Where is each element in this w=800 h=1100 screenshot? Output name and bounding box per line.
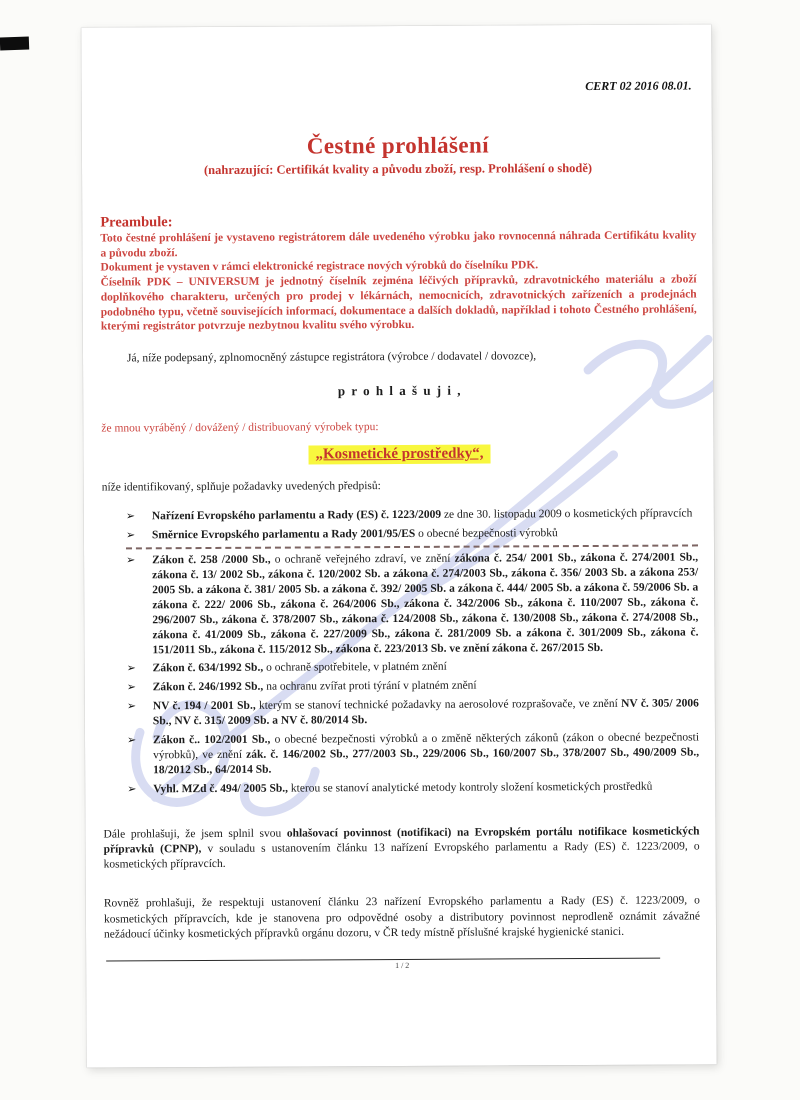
preamble-heading: Preambule: [100,214,173,231]
compliance-lead: níže identifikovaný, splňuje požadavky uvedených předpisů: [101,480,381,494]
doc-code: CERT 02 2016 08.01. [585,78,692,94]
regulation-text: Zákon č. 634/1992 Sb., o ochraně spotřebitele, v platném znění [152,661,447,675]
footer-page-note: 1 / 2 [395,960,410,971]
regulation-list [102,506,699,797]
regulation-item [126,506,698,524]
product-name-highlight: „Kosmetické prostředky“, [308,445,490,465]
arrow-bullet-icon: ➢ [126,662,136,675]
arrow-bullet-icon: ➢ [125,529,136,542]
preamble-paragraph: Dokument je vystaven v rámci elektronické registrace nových výrobků do číselníku PDK. [100,259,539,274]
arrow-bullet-icon: ➢ [126,681,136,694]
arrow-bullet-icon: ➢ [126,700,137,713]
product-name-row [101,443,697,465]
regulation-text: Zákon č.. 102/2001 Sb., o obecné bezpečnosti výrobků a o změně některých zákonů (zákon o obecné bezpečnosti výrobků), ve znění zák. č. 146/2002 Sb., 277/2003 Sb., 229/2006 Sb., 160/2007 Sb., 378/2007 Sb., 490/2009 Sb., 18/2012 Sb., 64/2014 Sb. [152,731,700,777]
scan-edge-artifact [0,36,29,50]
arrow-bullet-icon: ➢ [127,783,137,796]
document-page [81,24,716,1067]
product-lead: že mnou vyráběný / dovážený / distribuovaný výrobek typu: [101,421,379,435]
document-title: Čestné prohlášení [306,132,490,159]
declaration-verb: p r o h l a š u j i , [337,382,461,399]
preamble-section [100,211,697,334]
list-separator [126,544,698,549]
arrow-bullet-icon: ➢ [126,554,136,567]
document-content [100,78,701,971]
regulation-item [127,731,699,779]
regulation-text: NV č. 194 / 2001 Sb., kterým se stanoví technické požadavky na aerosolové rozprašovače, ve znění NV č. 305/ 2006 Sb., NV č. 315/ 2009 Sb. a NV č. 80/2014 Sb. [152,697,699,728]
regulation-text: Zákon č. 258 /2000 Sb., o ochraně veřejného zdraví, ve znění zákona č. 254/ 2001 Sb., zákona č. 274/2001 Sb., zákona č. 13/ 2002 Sb., zákona č. 120/2002 Sb. a zákona č. 274/2003 Sb., zákona č. 356/ 2003 Sb. a zákona 253/ 2005 Sb. a zákona č. 381/ 2005 Sb. a zákona č. 392/ 2005 Sb. a zákona č. 444/ 2005 Sb. a zákona č. 59/2006 Sb. a zákona č. 222/ 2006 Sb., zákona č. 264/2006 Sb., zákona č. 342/2006 Sb., zákona č. 110/2007 Sb., zákona č. 296/2007 Sb., zákona č. 378/2007 Sb., zákona č. 124/2008 Sb., zákona č. 130/2008 Sb., zákona č. 274/2008 Sb., zákona č. 41/2009 Sb., zákona č. 227/2009 Sb., zákona č. 281/2009 Sb. a zákona č. 301/2009 Sb., zákona č. 151/2011 Sb., zákona č. 115/2012 Sb., zákona č. 223/2013 Sb. ve znění zákona č. 267/2015 Sb. [152,551,699,656]
regulation-text: Nařízení Evropského parlamentu a Rady (ES) č. 1223/2009 ze dne 30. listopadu 2009 o kosmetických přípravcích [151,507,693,523]
regulation-item [127,779,699,797]
closing-notification-paragraph: Dále prohlašuji, že jsem splnil svou ohlašovací povinnost (notifikaci) na Evropském portálu notifikace kosmetických přípravků (CPNP), v souladu s ustanovením článku 13 nařízení Evropského parlamentu a Rady (ES) č. 1223/2009, o kosmetických přípravcích. [103,825,700,871]
regulation-item [127,659,699,677]
declaration-intro: Já, níže podepsaný, zplnomocněný zástupce registrátora (výrobce / dodavatel / dovozce), [126,350,537,365]
arrow-bullet-icon: ➢ [125,510,136,523]
document-subtitle: (nahrazující: Certifikát kvality a původu zboží, resp. Prohlášení o shodě) [203,160,593,178]
regulation-text: Vyhl. MZd č. 494/ 2005 Sb., kterou se stanoví analytické metody kontroly složení kosmetických prostředků [153,780,653,796]
regulation-text: Směrnice Evropského parlamentu a Rady 2001/95/ES o obecné bezpečnosti výrobků [151,527,558,542]
regulation-item [126,525,698,543]
regulation-text: Zákon č. 246/1992 Sb., na ochranu zvířat proti týrání v platném znění [152,680,477,694]
preamble-paragraph: Toto čestné prohlášení je vystaveno registrátorem dále uvedeného výrobku jako rovnocenná náhrada Certifikátu kvality a původu zboží. [100,229,697,260]
regulation-item [127,678,699,696]
regulation-item [126,550,699,658]
arrow-bullet-icon: ➢ [126,734,137,747]
preamble-paragraph: Číselník PDK – UNIVERSUM je jednotný číselník zejména léčivých přípravků, zdravotnického materiálu a zboží doplňkového charakteru, určených pro prodej v lékárnách, nemocnicích, zdravotnických zařízeních a prodejnách podobného typu, včetně souvisejících informací, dokumentace a dalších dokladů, například i tohoto Čestného prohlášení, kterými registrátor potvrzuje nezbytnou kvalitu svého výrobku. [100,273,697,333]
regulation-item [127,697,699,730]
closing-adverse-paragraph: Rovněž prohlašuji, že respektuji ustanovení článku 23 nařízení Evropského parlamentu a Rady (ES) č. 1223/2009, o kosmetických přípravcích, kde je stanovena pro odpovědné osoby a distributory povinnost neprodleně oznámit závažné nežádoucí účinky kosmetických přípravků orgánu dozoru, v ČR tedy místně příslušné krajské hygienické stanici. [103,894,700,941]
